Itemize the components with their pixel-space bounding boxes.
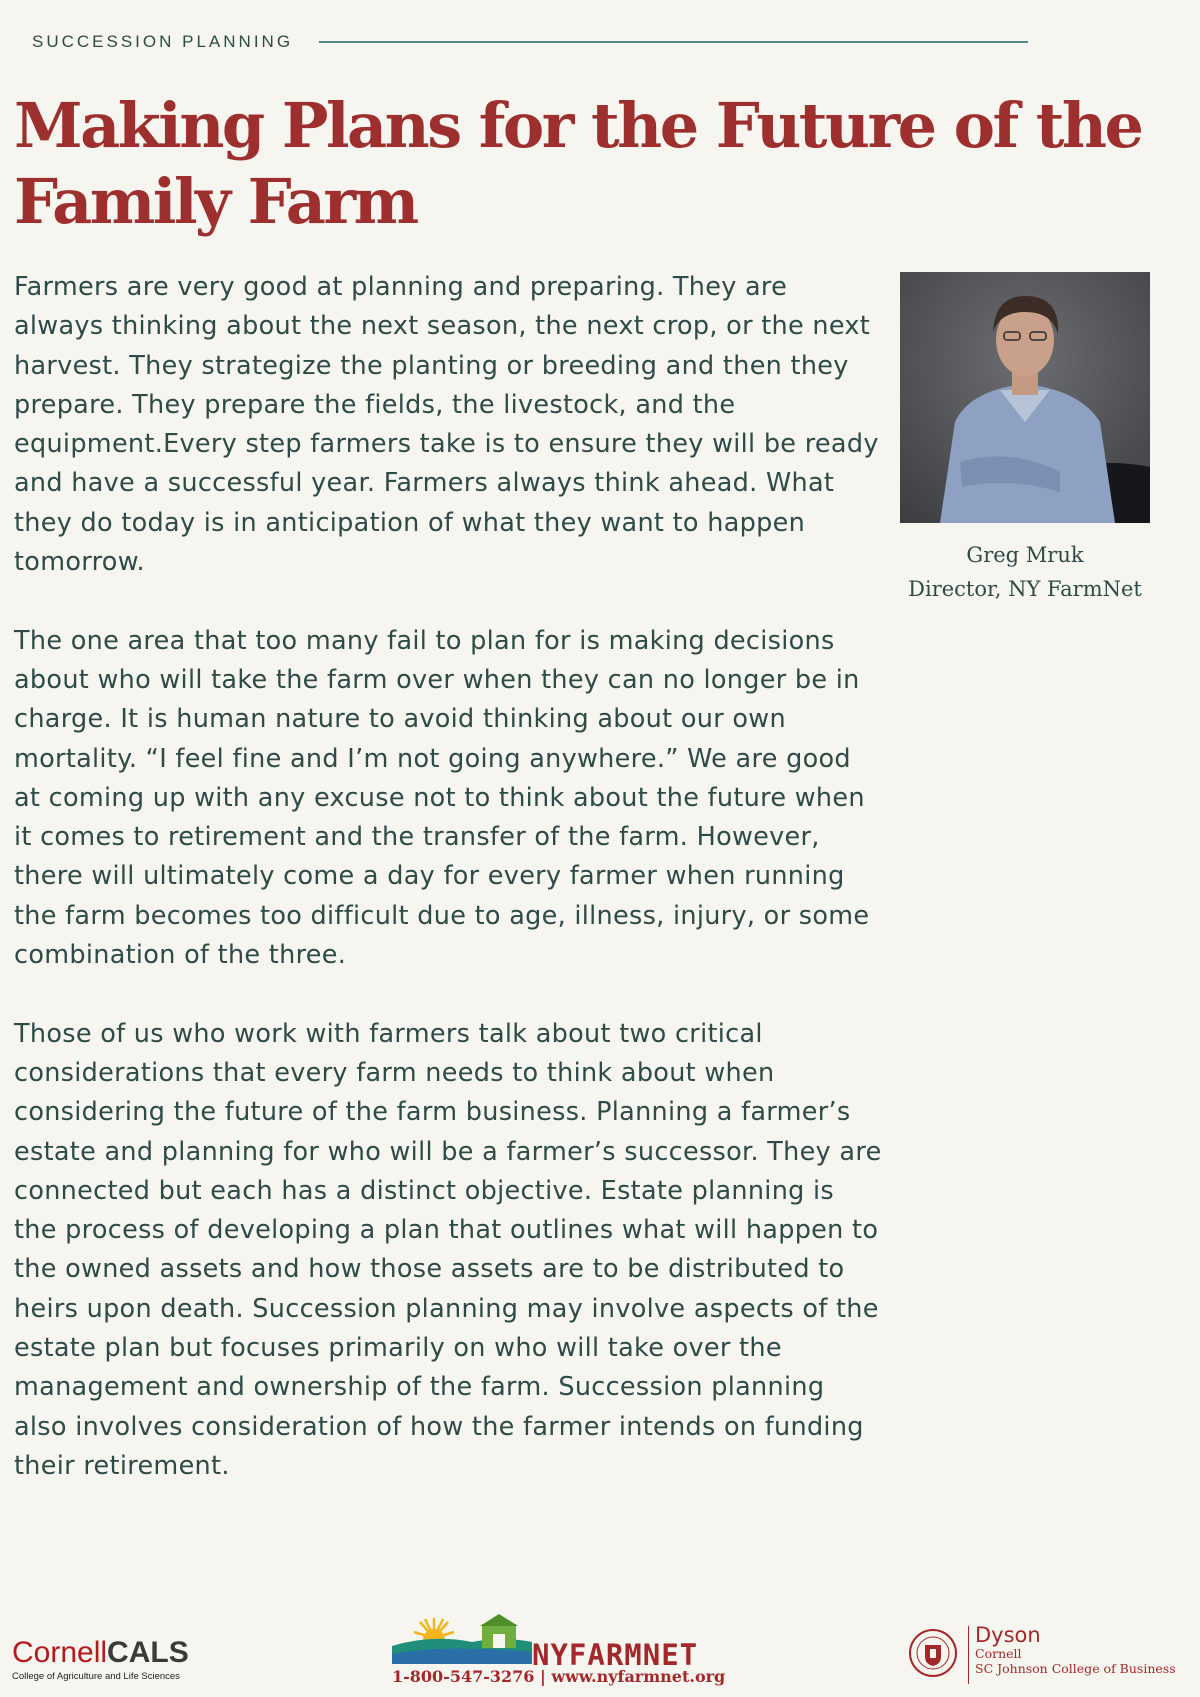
portrait-photo-icon xyxy=(900,272,1150,523)
nyfarmnet-logo xyxy=(392,1612,726,1692)
dyson-wordmark xyxy=(975,1624,1200,1676)
caption-name: Greg Mruk xyxy=(966,543,1084,567)
header-divider xyxy=(319,41,1028,43)
dyson-line-college: SC Johnson College of Business xyxy=(975,1661,1176,1676)
nyfarmnet-wordmark: NYFARMNET xyxy=(532,1638,699,1672)
cals-wordmark-cals: CALS xyxy=(107,1636,189,1669)
article-title: Making Plans for the Future of the Family Farm xyxy=(14,89,1142,238)
cornell-dyson-logo xyxy=(908,1618,1198,1684)
article-body xyxy=(14,268,884,1526)
cals-wordmark xyxy=(12,1637,242,1669)
author-photo xyxy=(900,272,1150,523)
farm-landscape-icon xyxy=(392,1612,532,1664)
dyson-line-cornell: Cornell xyxy=(975,1646,1022,1661)
cals-wordmark-cornell: Cornell xyxy=(12,1636,108,1669)
body-paragraph: Farmers are very good at planning and preparing. They are always thinking about the next season, the next crop, or the next harvest. They strategize the planting or breeding and then they prepare. They prepare the fields, the livestock, and the equipment.Every step farmers take is to ensure they will be ready and have a successful year. Farmers always think ahead. What they do today is in anticipation of what they want to happen tomorrow. xyxy=(14,272,879,578)
photo-caption xyxy=(890,538,1160,606)
dyson-divider xyxy=(968,1626,969,1684)
body-paragraph: Those of us who work with farmers talk about two critical considerations that every farm needs to think about when considering the future of the farm business. Planning a farmer’s estate and planning for who will be a farmer’s successor. They are connected but each has a distinct objective. Estate planning is the process of developing a plan that outlines what will happen to the owned assets and how those assets are to be distributed to heirs upon death. Succession planning may involve aspects of the estate plan but focuses primarily on who will take over the management and ownership of the farm. Succession planning also involves consideration of how the farmer intends on funding their retirement. xyxy=(14,1018,882,1481)
section-header xyxy=(32,30,1028,54)
cornell-cals-logo xyxy=(12,1637,242,1682)
cornell-seal-icon xyxy=(908,1628,958,1678)
caption-title: Director, NY FarmNet xyxy=(908,577,1142,601)
cals-subtitle: College of Agriculture and Life Sciences xyxy=(12,1671,180,1682)
section-label: SUCCESSION PLANNING xyxy=(32,32,294,51)
dyson-name: Dyson xyxy=(975,1623,1041,1647)
body-paragraph: The one area that too many fail to plan for is making decisions about who will take the farm over when they can no longer be in charge. It is human nature to avoid thinking about our own mortality. “I feel fine and I’m not going anywhere.” We are good at coming up with any excuse not to think about the future when it comes to retirement and the transfer of the farm. However, there will ultimately come a day for every farmer when running the farm becomes too difficult due to age, illness, injury, or some combination of the three. xyxy=(14,625,870,971)
nyfarmnet-contact: 1-800-547-3276 | www.nyfarmnet.org xyxy=(392,1667,726,1686)
